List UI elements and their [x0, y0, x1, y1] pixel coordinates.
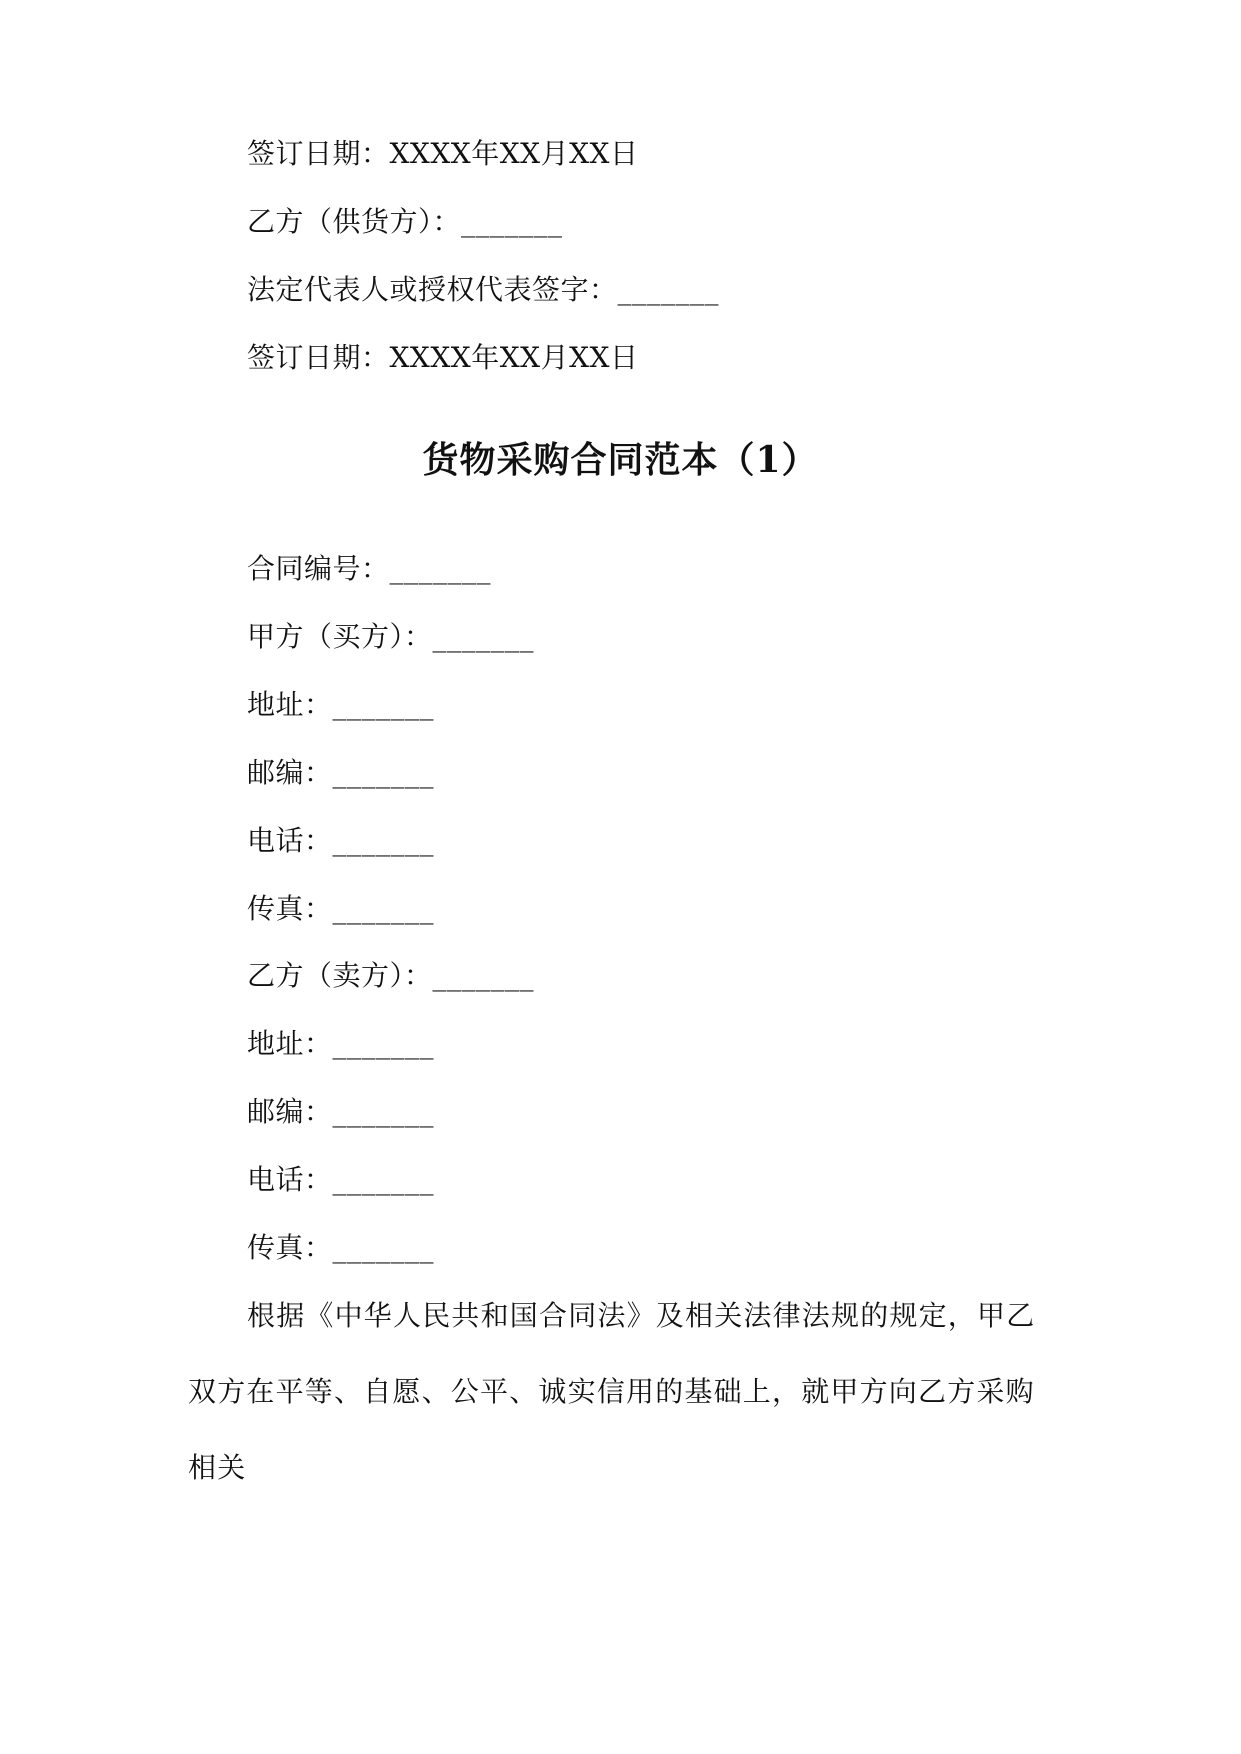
preamble-paragraph — [188, 1278, 1058, 1506]
party-a-address-line: 地址：_______ — [247, 688, 435, 721]
party-b-fax-line: 传真：_______ — [247, 1231, 435, 1264]
contract-title: 货物采购合同范本（1） — [422, 439, 819, 481]
party-a-postcode-line: 邮编：_______ — [247, 756, 435, 789]
contract-number-line: 合同编号：_______ — [247, 552, 492, 585]
sign-date-line: 签订日期：XXXX年XX月XX日 — [247, 341, 639, 374]
party-b-name-line: 乙方（卖方）：_______ — [247, 959, 535, 992]
party-a-phone-line: 电话：_______ — [247, 824, 435, 857]
preamble-text: 根据《中华人民共和国合同法》及相关法律法规的规定，甲乙双方在平等、自愿、公平、诚实信用的基础上，就甲方向乙方采购相关 — [188, 1299, 1036, 1484]
party-b-postcode-line: 邮编：_______ — [247, 1095, 435, 1128]
party-b-supplier-line: 乙方（供货方）：_______ — [247, 205, 563, 238]
party-b-address-line: 地址：_______ — [247, 1027, 435, 1060]
sign-date-line: 签订日期：XXXX年XX月XX日 — [247, 137, 639, 170]
party-b-phone-line: 电话：_______ — [247, 1163, 435, 1196]
legal-rep-signature-line: 法定代表人或授权代表签字：_______ — [247, 273, 720, 306]
party-a-fax-line: 传真：_______ — [247, 892, 435, 925]
party-a-name-line: 甲方（买方）：_______ — [247, 620, 535, 653]
